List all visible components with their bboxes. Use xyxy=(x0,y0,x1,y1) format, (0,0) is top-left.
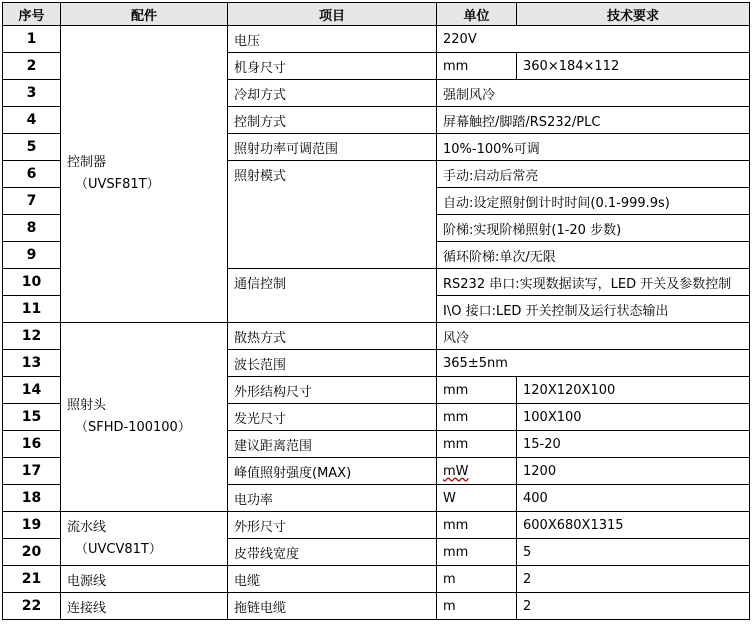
component-model: （UVSF81T） xyxy=(75,177,160,192)
value-cell: 循环阶梯:单次/无限 xyxy=(437,242,750,269)
requirement-cell: 100X100 xyxy=(517,404,750,431)
row-number: 21 xyxy=(3,566,61,593)
item-cell: 外形结构尺寸 xyxy=(228,377,437,404)
item-cell: 波长范围 xyxy=(228,350,437,377)
header-no: 序号 xyxy=(3,3,61,26)
component-name: 照射头 xyxy=(67,398,107,413)
row-number: 19 xyxy=(3,512,61,539)
row-number: 5 xyxy=(3,134,61,161)
row-number: 15 xyxy=(3,404,61,431)
row-number: 1 xyxy=(3,26,61,53)
unit-cell: W xyxy=(437,485,517,512)
unit-cell: mm xyxy=(437,53,517,80)
row-number: 4 xyxy=(3,107,61,134)
item-cell: 电压 xyxy=(228,26,437,53)
value-cell: 10%-100%可调 xyxy=(437,134,750,161)
unit-cell: m xyxy=(437,593,517,620)
row-number: 14 xyxy=(3,377,61,404)
component-conveyor xyxy=(61,512,228,566)
value-cell: 强制风冷 xyxy=(437,80,750,107)
item-cell: 电缆 xyxy=(228,566,437,593)
item-cell: 照射功率可调范围 xyxy=(228,134,437,161)
requirement-cell: 1200 xyxy=(517,458,750,485)
table-row xyxy=(3,593,750,620)
row-number: 8 xyxy=(3,215,61,242)
item-cell-irradiation-mode: 照射模式 xyxy=(228,161,437,269)
table-row xyxy=(3,566,750,593)
component-connection-cable: 连接线 xyxy=(61,593,228,620)
value-cell: 屏幕触控/脚踏/RS232/PLC xyxy=(437,107,750,134)
requirement-cell: 15-20 xyxy=(517,431,750,458)
row-number: 10 xyxy=(3,269,61,296)
item-cell: 控制方式 xyxy=(228,107,437,134)
item-cell: 冷却方式 xyxy=(228,80,437,107)
item-cell: 建议距离范围 xyxy=(228,431,437,458)
header-component: 配件 xyxy=(61,3,228,26)
header-item: 项目 xyxy=(228,3,437,26)
item-cell: 外形尺寸 xyxy=(228,512,437,539)
value-cell: 自动:设定照射倒计时时间(0.1-999.9s) xyxy=(437,188,750,215)
component-name: 控制器 xyxy=(67,155,107,170)
component-name: 流水线 xyxy=(67,519,107,535)
requirement-cell: 2 xyxy=(517,566,750,593)
component-power-cable: 电源线 xyxy=(61,566,228,593)
value-cell: 220V xyxy=(437,26,750,53)
header-requirement: 技术要求 xyxy=(517,3,750,26)
requirement-cell: 400 xyxy=(517,485,750,512)
item-cell: 电功率 xyxy=(228,485,437,512)
component-irradiator xyxy=(61,323,228,512)
requirement-cell: 600X680X1315 xyxy=(517,512,750,539)
item-cell: 发光尺寸 xyxy=(228,404,437,431)
row-number: 18 xyxy=(3,485,61,512)
row-number: 9 xyxy=(3,242,61,269)
item-cell: 皮带线宽度 xyxy=(228,539,437,566)
value-cell: I\O 接口:LED 开关控制及运行状态输出 xyxy=(437,296,750,323)
row-number: 22 xyxy=(3,593,61,620)
row-number: 6 xyxy=(3,161,61,188)
row-number: 7 xyxy=(3,188,61,215)
unit-cell: mm xyxy=(437,539,517,566)
unit-cell: mm xyxy=(437,431,517,458)
requirement-cell: 120X120X100 xyxy=(517,377,750,404)
item-cell: 散热方式 xyxy=(228,323,437,350)
table-row xyxy=(3,323,750,350)
component-model: （UVCV81T） xyxy=(75,541,162,557)
table-row xyxy=(3,26,750,53)
value-cell: 手动:启动后常亮 xyxy=(437,161,750,188)
spec-table xyxy=(2,2,750,620)
unit-cell: mm xyxy=(437,512,517,539)
row-number: 3 xyxy=(3,80,61,107)
unit-cell xyxy=(437,458,517,485)
value-cell: 风冷 xyxy=(437,323,750,350)
unit-cell: mm xyxy=(437,404,517,431)
row-number: 12 xyxy=(3,323,61,350)
unit-cell: m xyxy=(437,566,517,593)
header-row xyxy=(3,3,750,26)
item-cell: 拖链电缆 xyxy=(228,593,437,620)
requirement-cell: 360×184×112 xyxy=(517,53,750,80)
value-cell: 365±5nm xyxy=(437,350,750,377)
row-number: 20 xyxy=(3,539,61,566)
item-cell-communication: 通信控制 xyxy=(228,269,437,323)
row-number: 2 xyxy=(3,53,61,80)
value-cell: RS232 串口:实现数据读写，LED 开关及参数控制 xyxy=(437,269,750,296)
header-unit: 单位 xyxy=(437,3,517,26)
requirement-cell: 2 xyxy=(517,593,750,620)
row-number: 16 xyxy=(3,431,61,458)
row-number: 13 xyxy=(3,350,61,377)
requirement-cell: 5 xyxy=(517,539,750,566)
item-cell: 峰值照射强度(MAX) xyxy=(228,458,437,485)
row-number: 17 xyxy=(3,458,61,485)
component-controller xyxy=(61,26,228,323)
unit-text-spellcheck: mW xyxy=(443,463,469,479)
row-number: 11 xyxy=(3,296,61,323)
table-row xyxy=(3,512,750,539)
component-model: （SFHD-100100） xyxy=(75,420,191,435)
value-cell: 阶梯:实现阶梯照射(1-20 步数) xyxy=(437,215,750,242)
unit-cell: mm xyxy=(437,377,517,404)
item-cell: 机身尺寸 xyxy=(228,53,437,80)
